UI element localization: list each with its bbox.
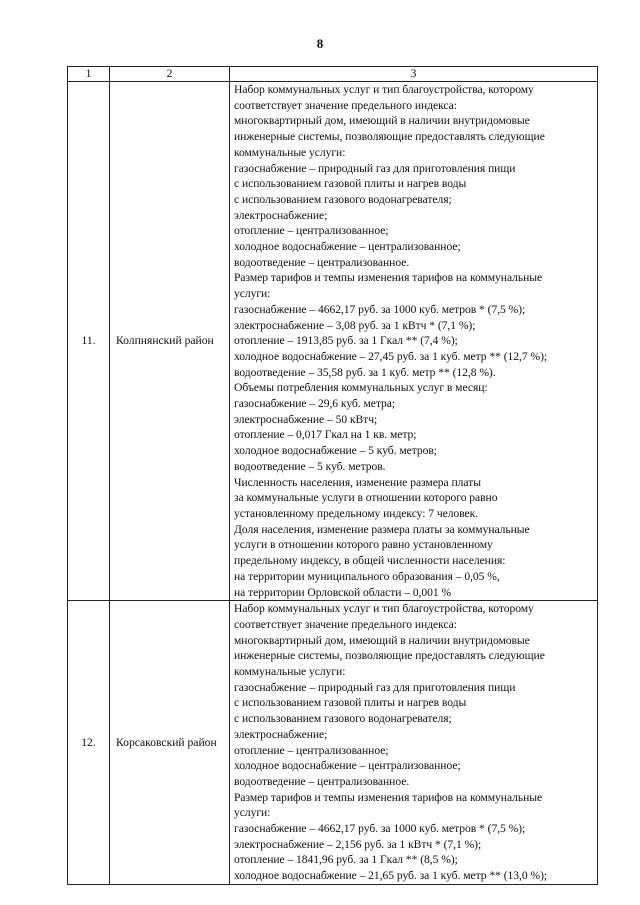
table-row	[68, 601, 598, 885]
description-line: газоснабжение – природный газ для приготовления пищи	[234, 161, 516, 175]
description-line: многоквартирный дом, имеющий в наличии внутридомовые	[234, 114, 530, 128]
description-line: холодное водоснабжение – 21,65 руб. за 1 куб. метр ** (13,0 %);	[234, 869, 548, 883]
description-line: водоотведение – 35,58 руб. за 1 куб. метр ** (12,8 %).	[234, 365, 496, 379]
row-number: 11.	[68, 82, 110, 601]
row-description	[230, 601, 598, 885]
table-header-row	[68, 67, 598, 82]
description-line: электроснабжение – 3,08 руб. за 1 кВтч * (7,1 %);	[234, 318, 476, 332]
description-line: за коммунальные услуги в отношении которого равно	[234, 491, 498, 505]
page-number: 8	[316, 36, 324, 51]
district-name: Корсаковский район	[110, 601, 230, 885]
description-line: с использованием газового водонагревателя;	[234, 712, 452, 726]
description-line: установленному предельному индексу: 7 человек.	[234, 506, 479, 520]
description-line: Объемы потребления коммунальных услуг в месяц:	[234, 381, 488, 395]
description-line: соответствует значение предельного индекса:	[234, 617, 457, 631]
description-line: с использованием газовой плиты и нагрев воды	[234, 177, 467, 191]
description-line: отопление – 1913,85 руб. за 1 Гкал ** (7,4 %);	[234, 334, 458, 348]
description-line: с использованием газовой плиты и нагрев воды	[234, 696, 467, 710]
description-line: газоснабжение – природный газ для приготовления пищи	[234, 680, 516, 694]
description-line: отопление – централизованное;	[234, 743, 389, 757]
description-line: холодное водоснабжение – централизованное;	[234, 240, 461, 254]
description-line: на территории муниципального образования – 0,05 %,	[234, 569, 500, 583]
description-line: Набор коммунальных услуг и тип благоустройства, которому	[234, 602, 534, 616]
description-line: на территории Орловской области – 0,001 %	[234, 585, 452, 599]
row-number: 12.	[68, 601, 110, 885]
description-line: соответствует значение предельного индекса:	[234, 98, 457, 112]
description-line: отопление – 0,017 Гкал на 1 кв. метр;	[234, 428, 417, 442]
description-line: отопление – 1841,96 руб. за 1 Гкал ** (8,5 %);	[234, 853, 458, 867]
description-line: услуги:	[234, 806, 271, 820]
column-header-2: 2	[110, 67, 230, 82]
row-description	[230, 82, 598, 601]
description-line: отопление – централизованное;	[234, 224, 389, 238]
column-header-1: 1	[68, 67, 110, 82]
column-header-3: 3	[230, 67, 598, 82]
description-line: водоотведение – централизованное.	[234, 255, 410, 269]
description-line: услуги:	[234, 287, 271, 301]
description-line: водоотведение – централизованное.	[234, 774, 410, 788]
description-line: инженерные системы, позволяющие предоставлять следующие	[234, 130, 545, 144]
description-line: Доля населения, изменение размера платы за коммунальные	[234, 522, 530, 536]
description-line: холодное водоснабжение – 27,45 руб. за 1 куб. метр ** (12,7 %);	[234, 349, 548, 363]
district-name: Колпнянский район	[110, 82, 230, 601]
description-line: Набор коммунальных услуг и тип благоустройства, которому	[234, 83, 534, 96]
description-line: электроснабжение – 2,156 руб. за 1 кВтч * (7,1 %);	[234, 837, 482, 851]
description-line: газоснабжение – 4662,17 руб. за 1000 куб. метров * (7,5 %);	[234, 822, 526, 836]
description-line: электроснабжение – 50 кВтч;	[234, 412, 378, 426]
description-line: холодное водоснабжение – централизованное;	[234, 759, 461, 773]
description-line: с использованием газового водонагревателя;	[234, 192, 452, 206]
description-line: газоснабжение – 4662,17 руб. за 1000 куб. метров * (7,5 %);	[234, 302, 526, 316]
description-line: услуги в отношении которого равно установленному	[234, 538, 493, 552]
description-line: Численность населения, изменение размера платы	[234, 475, 481, 489]
description-line: коммунальные услуги:	[234, 665, 346, 679]
description-line: холодное водоснабжение – 5 куб. метров;	[234, 444, 437, 458]
description-line: коммунальные услуги:	[234, 145, 346, 159]
description-line: предельному индексу, в общей численности населения:	[234, 554, 506, 568]
description-line: электроснабжение;	[234, 208, 328, 222]
description-line: электроснабжение;	[234, 727, 328, 741]
document-table	[67, 66, 598, 885]
description-line: многоквартирный дом, имеющий в наличии внутридомовые	[234, 633, 530, 647]
table-row	[68, 82, 598, 601]
description-line: газоснабжение – 29,6 куб. метра;	[234, 397, 396, 411]
description-line: водоотведение – 5 куб. метров.	[234, 459, 386, 473]
description-line: Размер тарифов и темпы изменения тарифов на коммунальные	[234, 790, 543, 804]
description-line: Размер тарифов и темпы изменения тарифов на коммунальные	[234, 271, 543, 285]
description-line: инженерные системы, позволяющие предоставлять следующие	[234, 649, 545, 663]
